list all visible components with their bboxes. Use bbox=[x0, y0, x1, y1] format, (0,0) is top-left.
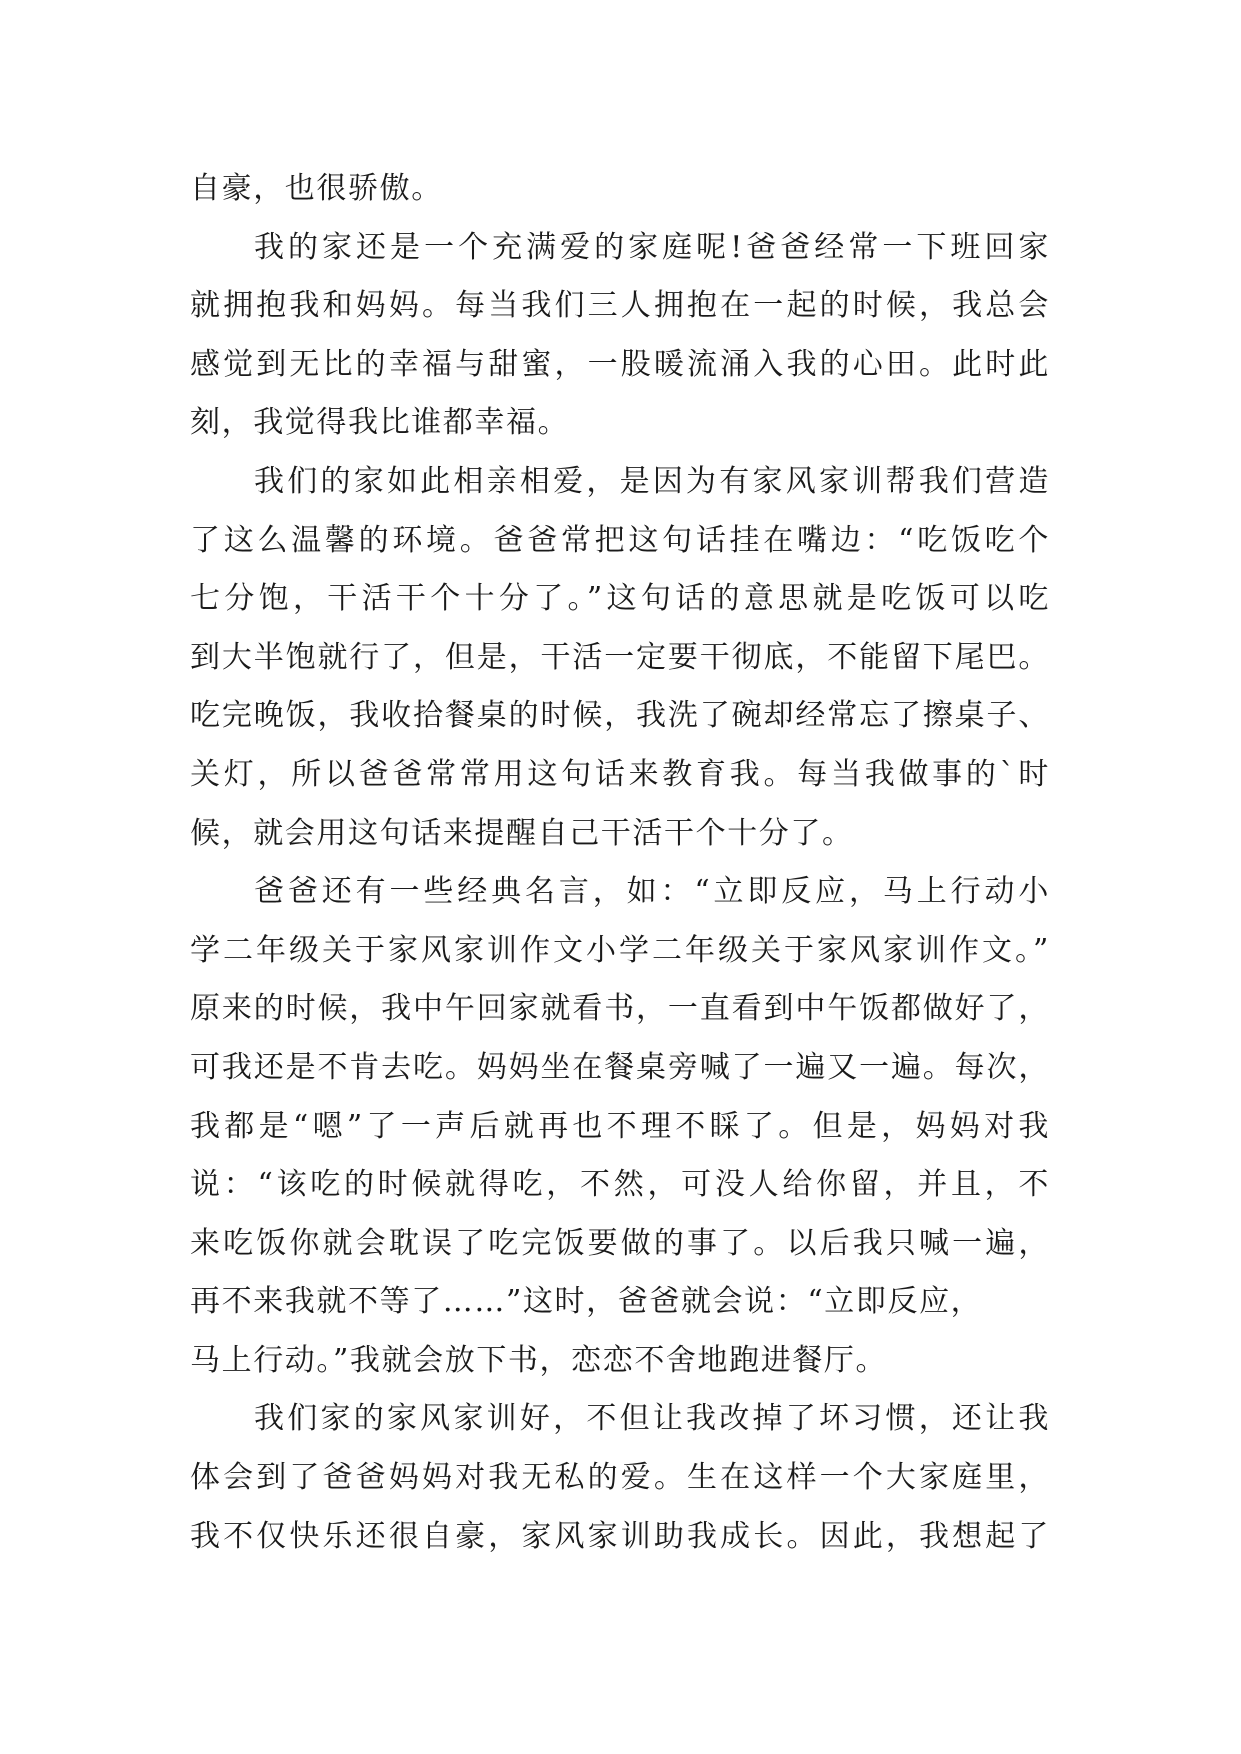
text-line: 再不来我就不等了……”这时，爸爸就会说：“立即反应， bbox=[190, 1284, 983, 1320]
text-line: 原来的时候，我中午回家就看书，一直看到中午饭都做好了， bbox=[190, 991, 1050, 1027]
text-line: 吃完晚饭，我收拾餐桌的时候，我洗了碗却经常忘了擦桌子、 bbox=[190, 698, 1050, 734]
text-line: 刻，我觉得我比谁都幸福。 bbox=[190, 405, 570, 441]
text-line: 我不仅快乐还很自豪，家风家训助我成长。因此，我想起了 bbox=[190, 1518, 1050, 1554]
text-line: 自豪，也很骄傲。 bbox=[190, 171, 443, 206]
paragraph-first-line: 我们家的家风家训好，不但让我改掉了坏习惯，还让我 bbox=[254, 1401, 1050, 1437]
text-line: 说：“该吃的时候就得吃，不然，可没人给你留，并且，不 bbox=[190, 1167, 1050, 1203]
text-line: 候，就会用这句话来提醒自己干活干个十分了。 bbox=[190, 815, 854, 851]
text-line: 来吃饭你就会耽误了吃完饭要做的事了。以后我只喊一遍， bbox=[190, 1225, 1050, 1261]
paragraph-first-line: 我们的家如此相亲相爱，是因为有家风家训帮我们营造 bbox=[254, 463, 1050, 499]
text-line: 体会到了爸爸妈妈对我无私的爱。生在这样一个大家庭里， bbox=[190, 1460, 1050, 1496]
document-body bbox=[190, 160, 1050, 1566]
text-line: 关灯，所以爸爸常常用这句话来教育我。每当我做事的`时 bbox=[190, 756, 1050, 792]
text-line: 我都是“嗯”了一声后就再也不理不睬了。但是，妈妈对我 bbox=[190, 1108, 1050, 1144]
text-line: 了这么温馨的环境。爸爸常把这句话挂在嘴边：“吃饭吃个 bbox=[190, 522, 1050, 558]
text-line: 七分饱，干活干个十分了。”这句话的意思就是吃饭可以吃 bbox=[190, 581, 1050, 617]
text-line: 到大半饱就行了，但是，干活一定要干彻底，不能留下尾巴。 bbox=[190, 639, 1050, 675]
text-line: 可我还是不肯去吃。妈妈坐在餐桌旁喊了一遍又一遍。每次， bbox=[190, 1049, 1050, 1085]
paragraph-first-line: 爸爸还有一些经典名言，如：“立即反应，马上行动小 bbox=[254, 874, 1050, 910]
text-line: 学二年级关于家风家训作文小学二年级关于家风家训作文。” bbox=[190, 932, 1050, 968]
text-line: 马上行动。”我就会放下书，恋恋不舍地跑进餐厅。 bbox=[190, 1342, 888, 1378]
text-line: 就拥抱我和妈妈。每当我们三人拥抱在一起的时候，我总会 bbox=[190, 288, 1050, 324]
paragraph-first-line: 我的家还是一个充满爱的家庭呢!爸爸经常一下班回家 bbox=[254, 229, 1050, 265]
text-line: 感觉到无比的幸福与甜蜜，一股暖流涌入我的心田。此时此 bbox=[190, 346, 1050, 382]
